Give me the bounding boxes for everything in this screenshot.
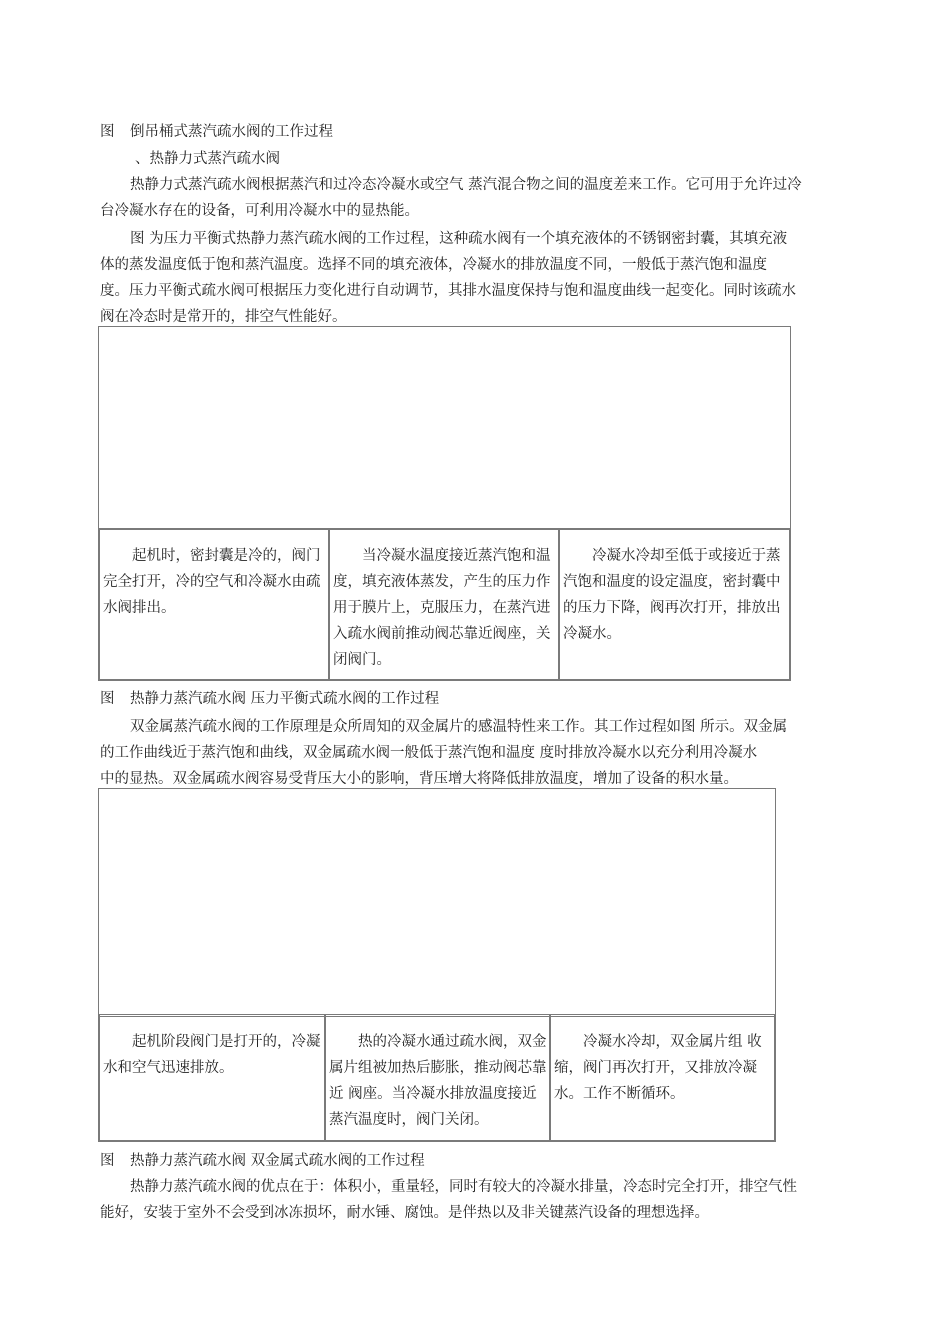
- figure-step-cell: 起机时，密封囊是冷的，阀门完全打开，冷的空气和冷凝水由疏水阀排出。: [99, 528, 329, 680]
- figure-caption-text: 倒吊桶式蒸汽疏水阀的工作过程: [130, 124, 333, 140]
- paragraph-line: 中的显热。双金属疏水阀容易受背压大小的影响，背压增大将降低排放温度，增加了设备的积水量。: [100, 771, 738, 787]
- paragraph-line: 台冷凝水存在的设备，可利用冷凝水中的显热能。: [100, 203, 419, 219]
- figure-step-cell: 冷凝水冷却至低于或接近于蒸汽饱和温度的设定温度，密封囊中的压力下降，阀再次打开，排放出冷凝水。: [559, 528, 790, 680]
- figure-step-cell: 起机阶段阀门是打开的，冷凝水和空气迅速排放。: [99, 1014, 325, 1141]
- figure-caption-text: 热静力蒸汽疏水阀 压力平衡式疏水阀的工作过程: [130, 691, 440, 707]
- figure-label: 图: [100, 691, 115, 707]
- figure-caption: [100, 1148, 852, 1174]
- figure-label: 图: [100, 1153, 115, 1169]
- figure-caption-text: 热静力蒸汽疏水阀 双金属式疏水阀的工作过程: [130, 1153, 425, 1169]
- figure-caption: [100, 119, 852, 145]
- figure-caption: [100, 686, 852, 712]
- paragraph-line: 度。压力平衡式疏水阀可根据压力变化进行自动调节，其排水温度保持与饱和温度曲线一起变化。同时该疏水: [100, 283, 796, 299]
- paragraph-line: 热静力式蒸汽疏水阀根据蒸汽和过冷态冷凝水或空气 蒸汽混合物之间的温度差来工作。它可用于允许过冷: [130, 177, 802, 193]
- paragraph-line: 能好，安装于室外不会受到冰冻损坏，耐水锤、腐蚀。是伴热以及非关键蒸汽设备的理想选择。: [100, 1205, 709, 1221]
- figure-frame: [98, 326, 791, 681]
- figure-step-cell: 当冷凝水温度接近蒸汽饱和温度，填充液体蒸发，产生的压力作用于膜片上，克服压力，在蒸汽进入疏水阀前推动阀芯靠近阀座，关闭阀门。: [329, 528, 559, 680]
- figure-step-cell: 热的冷凝水通过疏水阀，双金属片组被加热后膨胀，推动阀芯靠近 阀座。当冷凝水排放温度接近蒸汽温度时，阀门关闭。: [325, 1014, 550, 1141]
- paragraph-line: 体的蒸发温度低于饱和蒸汽温度。选择不同的填充液体，冷凝水的排放温度不同，一般低于蒸汽饱和温度: [100, 257, 767, 273]
- figure-image-area: [99, 327, 790, 530]
- section-heading: 、热静力式蒸汽疏水阀: [135, 151, 280, 167]
- paragraph-line: 的工作曲线近于蒸汽饱和曲线，双金属疏水阀一般低于蒸汽饱和温度 度时排放冷凝水以充分利用冷凝水: [100, 745, 758, 761]
- paragraph-line: 双金属蒸汽疏水阀的工作原理是众所周知的双金属片的感温特性来工作。其工作过程如图 所示。双金属: [130, 719, 788, 735]
- figure-label: 图: [100, 124, 115, 140]
- figure-image-area: [99, 789, 775, 1017]
- paragraph-line: 阀在冷态时是常开的，排空气性能好。: [100, 309, 347, 325]
- paragraph-line: 图 为压力平衡式热静力蒸汽疏水阀的工作过程，这种疏水阀有一个填充液体的不锈钢密封囊，其填充液: [130, 231, 788, 247]
- figure-frame: [98, 788, 776, 1142]
- figure-step-cell: 冷凝水冷却，双金属片组 收缩，阀门再次打开，又排放冷凝水。工作不断循环。: [550, 1014, 775, 1141]
- paragraph-line: 热静力蒸汽疏水阀的优点在于：体积小，重量轻，同时有较大的冷凝水排量，冷态时完全打开，排空气性: [130, 1179, 797, 1195]
